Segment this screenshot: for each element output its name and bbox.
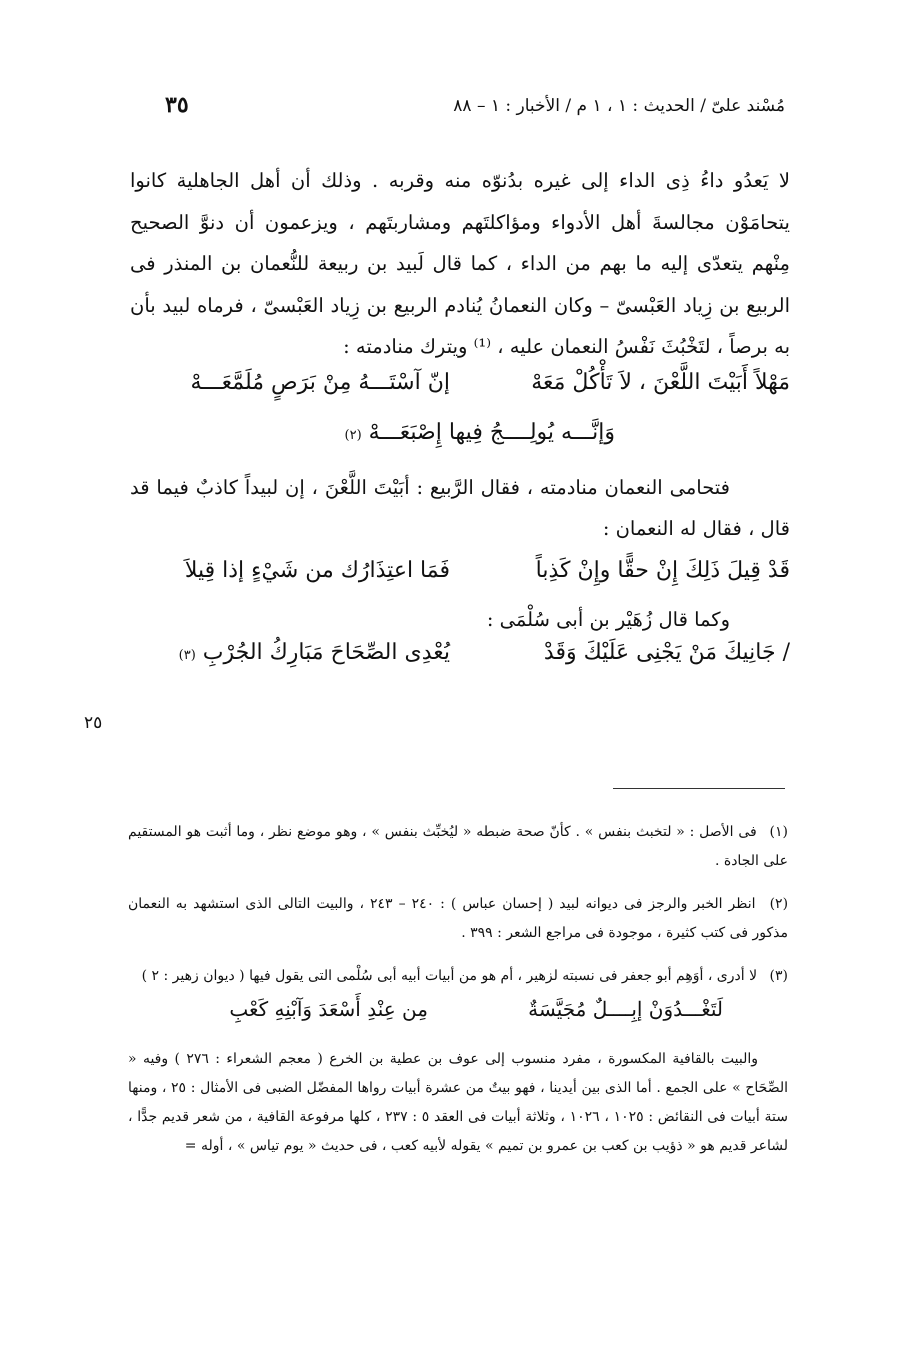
footnotes bbox=[128, 818, 788, 1161]
footnote-marker-2: (٢) bbox=[344, 427, 362, 443]
footnote-1 bbox=[128, 818, 788, 876]
verse-1-first-hemistich: مَهْلاً أَبَيْتَ اللَّعْنَ ، لاَ تَأْكُلْ مَعَهْ bbox=[531, 369, 790, 395]
verse-2 bbox=[130, 558, 790, 600]
footnote-3 bbox=[128, 962, 788, 991]
paragraph-2: فتحامى النعمان منادمته ، فقال الرَّبيع : أبَيْتَ اللَّعْنَ ، إن لبيداً كاذبٌ فيما قد قال ، فقال له النعمان : bbox=[130, 475, 790, 540]
footnote-2-number: (٢) bbox=[769, 896, 789, 912]
margin-line-number: ٢٥ bbox=[84, 713, 103, 733]
verse-3-second-hemistich-text: يُعْدِى الصِّحَاحَ مَبَارِكُ الجُرْبِ bbox=[202, 639, 450, 665]
footnote-marker-3: (٣) bbox=[178, 647, 196, 663]
footnote-2-text: انظر الخبر والرجز فى ديوانه لبيد ( إحسان عباس ) : ٢٤٠ – ٢٤٣ ، والبيت التالى الذى استشهد به النعمان مذكور فى كتب كثيرة ، موجودة فى مراجع الشعر : ٣٩٩ . bbox=[128, 896, 788, 941]
footnote-3-text: لا أدرى ، أوَهِم أبو جعفر فى نسبته لزهير ، أم هو من أبيات أبيه أبى سُلْمى التى يقول فيها ( ديوان زهير : ٢ ) bbox=[141, 968, 758, 984]
verse-3-second-hemistich bbox=[179, 640, 450, 665]
footnote-2 bbox=[128, 890, 788, 948]
footnote-1-text: فى الأصل : « لتخبث بنفس » . كأنّ صحة ضبطه « ليُخبِّث بنفس » ، وهو موضع نظر ، وما أثبت هو المستقيم على الجادة . bbox=[128, 824, 788, 869]
running-head: مُسْند علىّ / الحديث : ١ ، ١ م / الأخبار : ١ – ٨٨ bbox=[453, 96, 785, 116]
verse-1-line-2 bbox=[130, 412, 790, 457]
verse-1-line-2-text: وَإنَّـــه يُولِــــجُ فِيها إِصْبَعَـــهْ bbox=[368, 419, 615, 445]
footnote-3-verse-second-hemistich: مِن عِنْدِ أَسْعَدَ وَآبْنِهِ كَعْبِ bbox=[229, 997, 428, 1021]
verse-1-second-hemistich: إنّ آسْتَـــهُ مِنْ بَرَصٍ مُلَمَّعَـــهْ bbox=[190, 369, 450, 395]
paragraph-1: لا يَعدُو داءُ ذِى الداء إلى غيره بدُنوّه منه وقربه . وذلك أن أهل الجاهلية كانوا يتحامَوْن مجالسةَ أهل الأدواء ومؤاكلتَهم ومشاربتَهم ، ويزعمون أن دنوَّ الصحيح مِنْهم يتعدّى إليه ما بهم من الداء ، كما قال لَبيد بن ربيعة للنُّعمان بن المنذر فى الربيع بن زِياد العَبْسىّ – وكان النعمانُ يُنادم الربيع بن زِياد العَبْسىّ ، فرماه لبيد بأن به برصاً ، لتَخْبُثَ نَفْسُ النعمان عليه ، ⁽¹⁾ ويترك منادمته : bbox=[130, 169, 790, 358]
footnote-3-verse bbox=[128, 993, 788, 1039]
verse-1-line-1 bbox=[130, 370, 790, 412]
verse-2-second-hemistich: فَمَا اعتِذَارُك من شَيْءٍ إذا قِيلاَ bbox=[184, 557, 450, 583]
verse-3-intro: وكما قال زُهَيْر بن أبى سُلْمَى : bbox=[486, 607, 730, 631]
footnote-3-verse-first-hemistich: لَتَغْـــدُوَنْ إبِــــلٌ مُجَيَّسَةٌ bbox=[528, 997, 723, 1021]
footnote-3-continuation: والبيت بالقافية المكسورة ، مفرد منسوب إلى عوف بن عطية بن الخرع ( معجم الشعراء : ٢٧٦ ) وفيه « الصِّحَاح » على الجمع . أما الذى بين أيدينا ، فهو بيتٌ من عشرة أبيات رواها المفضّل الضبى فى الأمثال : ٢٥ ، ومنها ستة أبيات فى النقائض : ١٠٢٥ ، ١٠٢٦ ، وثلاثة أبيات فى العقد ٥ : ٢٣٧ ، كلها مرفوعة القافية ، من شعر قديم جدًّا ، لشاعر قديم هو « ذؤيب بن كعب بن عمرو بن تميم » يقوله لأبيه كعب ، فى حديث « يوم تياس » ، أوله = bbox=[128, 1051, 788, 1154]
main-text bbox=[130, 160, 790, 682]
page-number: ٣٥ bbox=[165, 92, 189, 118]
footnote-1-number: (١) bbox=[769, 824, 788, 840]
verse-3-first-hemistich: / جَانِيكَ مَنْ يَجْنِى عَلَيْكَ وَقَدْ bbox=[543, 639, 790, 665]
footnote-divider bbox=[613, 788, 785, 789]
page-header bbox=[130, 92, 785, 126]
verse-3 bbox=[130, 640, 790, 682]
verse-2-first-hemistich: قَدْ قِيلَ ذَلِكَ إِنْ حقًّا وإِنْ كَذِباً bbox=[535, 557, 790, 583]
footnote-3-number: (٣) bbox=[769, 968, 788, 984]
